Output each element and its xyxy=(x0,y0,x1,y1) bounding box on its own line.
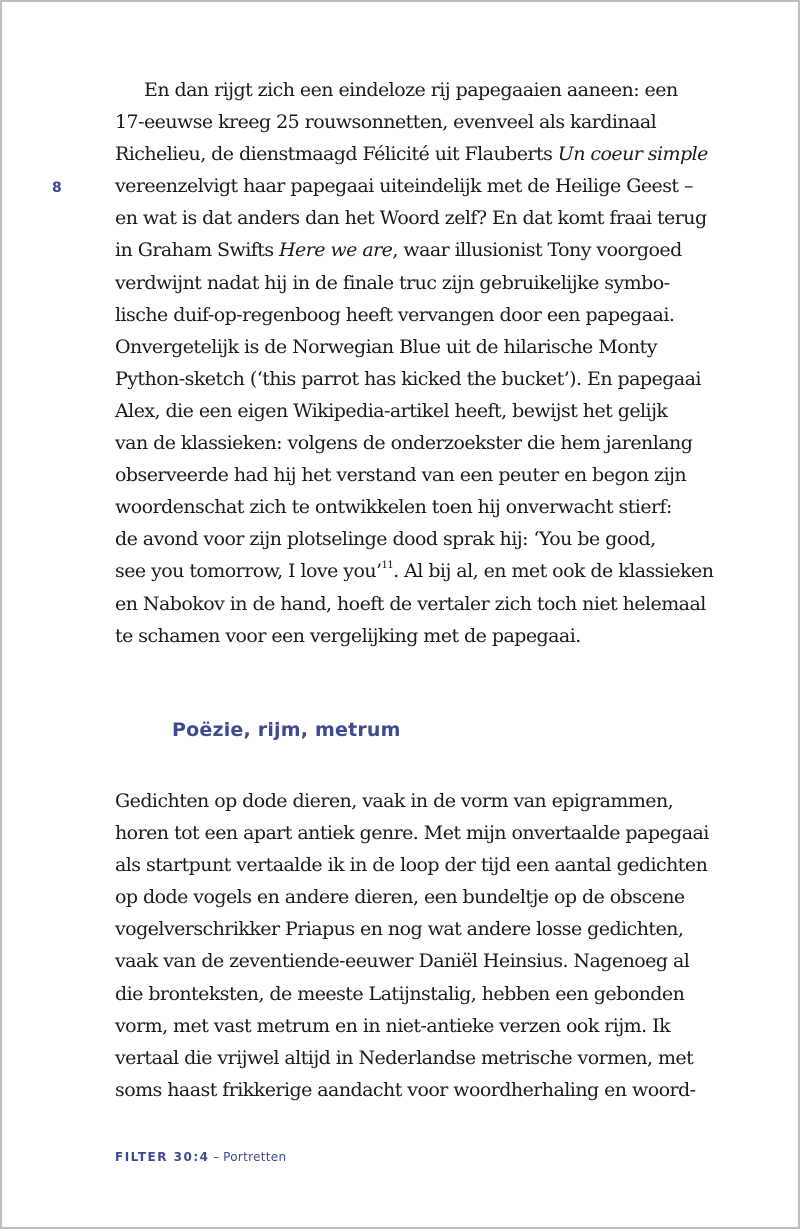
text-line: vaak van de zeventiende-eeuwer Daniël Heinsius. Nagenoeg al xyxy=(115,950,690,973)
book-title-italic: Here we are xyxy=(279,239,393,262)
text-line: En dan rijgt zich een eindeloze rij papegaaien aaneen: een xyxy=(144,79,678,101)
body-paragraph-2 xyxy=(115,785,709,1106)
text-line: op dode vogels en andere dieren, een bundeltje op de obscene xyxy=(115,886,685,909)
text-line: die bronteksten, de meeste Latijnstalig, hebben een gebonden xyxy=(115,982,685,1005)
section-heading: Poëzie, rijm, metrum xyxy=(172,719,401,741)
text-line: te schamen voor een vergelijking met de papegaai. xyxy=(115,624,581,647)
text-segment: . Al bij al, en met ook de klassieken xyxy=(393,560,714,583)
text-line: en Nabokov in de hand, hoeft de vertaler zich toch niet helemaal xyxy=(115,592,706,615)
text-line: vertaal die vrijwel altijd in Nederlandse metrische vormen, met xyxy=(115,1046,694,1069)
text-line: van de klassieken: volgens de onderzoekster die hem jarenlang xyxy=(115,432,693,455)
text-line: 17-eeuwse kreeg 25 rouwsonnetten, evenveel als kardinaal xyxy=(115,111,657,134)
text-line: woordenschat zich te ontwikkelen toen hij onverwacht stierf: xyxy=(115,496,672,519)
text-segment: see you tomorrow, I love you’ xyxy=(115,560,382,583)
text-line: verdwijnt nadat hij in de finale truc zijn gebruikelijke symbo- xyxy=(115,271,670,294)
text-line xyxy=(115,234,695,266)
text-line: horen tot een apart antiek genre. Met mijn onvertaalde papegaai xyxy=(115,822,709,845)
text-line: lische duif-op-regenboog heeft vervangen door een papegaai. xyxy=(115,303,675,326)
text-line xyxy=(115,555,714,587)
book-title-italic: Un coeur simple xyxy=(557,143,708,166)
text-line: de avond voor zijn plotselinge dood sprak hij: ‘You be good, xyxy=(115,528,656,551)
text-segment: , waar illusionist Tony voorgoed xyxy=(392,239,682,262)
text-line: observeerde had hij het verstand van een peuter en begon zijn xyxy=(115,464,687,487)
running-footer xyxy=(115,1150,286,1164)
journal-name: FILTER 30:4 xyxy=(115,1150,210,1164)
text-line: soms haast frikkerige aandacht voor woordherhaling en woord- xyxy=(115,1078,696,1101)
text-line: Gedichten op dode dieren, vaak in de vorm van epigrammen, xyxy=(115,790,674,812)
text-line: als startpunt vertaalde ik in de loop der tijd een aantal gedichten xyxy=(115,854,708,877)
text-line xyxy=(115,138,708,170)
footer-separator: – xyxy=(209,1150,224,1164)
text-segment: Richelieu, de dienstmaagd Félicité uit Flauberts xyxy=(115,143,558,166)
section-name: Portretten xyxy=(223,1150,287,1164)
text-segment: in Graham Swifts xyxy=(115,239,280,262)
text-line: vereenzelvigt haar papegaai uiteindelijk met de Heilige Geest – xyxy=(115,175,693,198)
page-number: 8 xyxy=(52,180,62,196)
body-paragraph-1 xyxy=(115,74,714,652)
text-line: vogelverschrikker Priapus en nog wat andere losse gedichten, xyxy=(115,918,684,941)
text-line: vorm, met vast metrum en in niet-antieke verzen ook rijm. Ik xyxy=(115,1014,671,1037)
text-line: Onvergetelijk is de Norwegian Blue uit de hilarische Monty xyxy=(115,335,657,358)
text-line: Python-sketch (‘this parrot has kicked the bucket’). En papegaai xyxy=(115,367,701,390)
text-line: Alex, die een eigen Wikipedia-artikel heeft, bewijst het gelijk xyxy=(115,399,668,422)
text-line: en wat is dat anders dan het Woord zelf? En dat komt fraai terug xyxy=(115,207,707,230)
footnote-marker: 11 xyxy=(381,560,394,572)
